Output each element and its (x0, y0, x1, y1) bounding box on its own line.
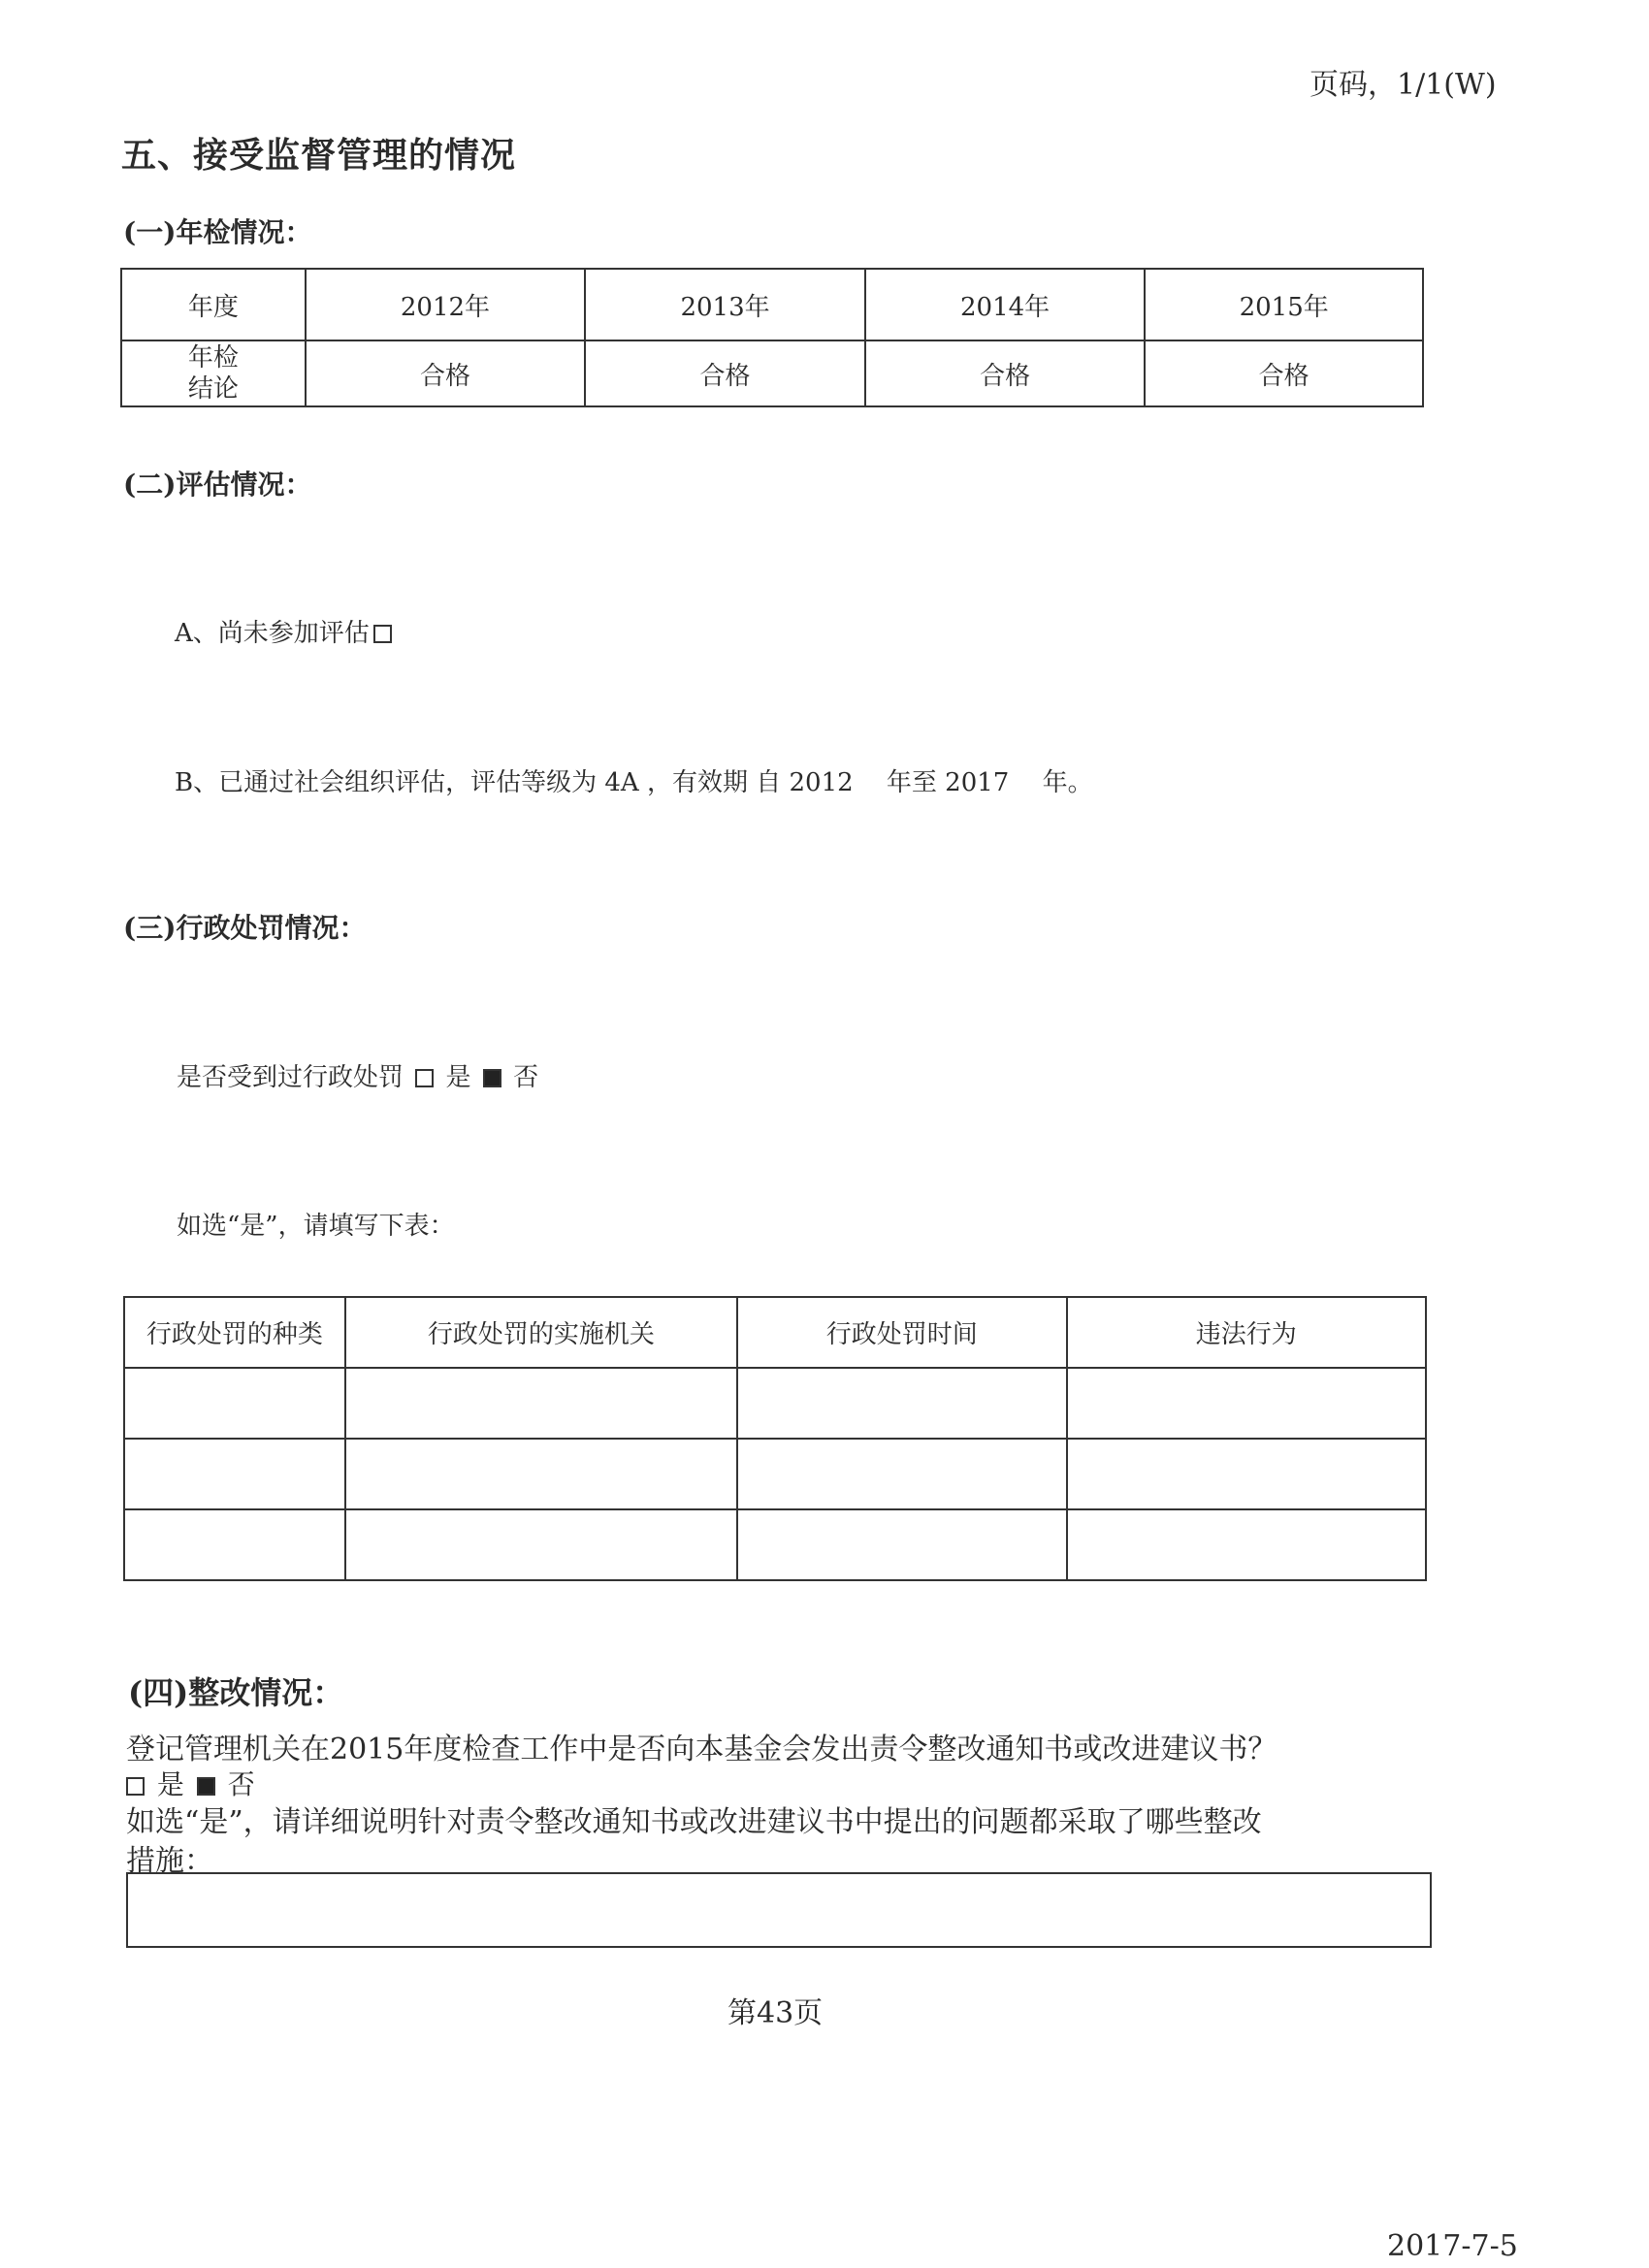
penalty-table (123, 1296, 1427, 1581)
checkbox[interactable] (373, 625, 392, 643)
empty-cell[interactable] (124, 1368, 345, 1439)
no-label: 否 (513, 1063, 539, 1092)
result-cell: 合格 (585, 340, 865, 406)
year-label-cell: 年度 (121, 269, 306, 340)
evaluation-title: (二)评估情况： (123, 469, 312, 501)
table-row (121, 340, 1423, 406)
rectification-options (126, 1764, 255, 1802)
penalty-note: 如选“是”，请填写下表： (177, 1212, 455, 1241)
result-cell: 合格 (306, 340, 586, 406)
penalty-question-line (177, 1057, 538, 1093)
header-cell: 行政处罚的种类 (124, 1297, 345, 1368)
penalty-title: (三)行政处罚情况： (123, 912, 367, 944)
table-row (124, 1509, 1426, 1580)
year-cell: 2015年 (1145, 269, 1423, 340)
year-cell: 2014年 (865, 269, 1146, 340)
checkbox-yes[interactable] (126, 1777, 145, 1796)
rectification-detail-line2: 措施： (126, 1844, 213, 1878)
empty-cell[interactable] (345, 1509, 737, 1580)
result-cell: 合格 (1145, 340, 1423, 406)
header-cell: 行政处罚时间 (737, 1297, 1066, 1368)
yes-label: 是 (156, 1768, 184, 1800)
page-number: 第43页 (728, 1996, 824, 2030)
result-label-line: 年检 (187, 343, 239, 373)
page-code: 页码，1/1(W) (1310, 68, 1497, 102)
year-cell: 2013年 (585, 269, 865, 340)
empty-cell[interactable] (1067, 1368, 1426, 1439)
empty-cell[interactable] (124, 1509, 345, 1580)
yes-label: 是 (445, 1063, 471, 1092)
penalty-question: 是否受到过行政处罚 (177, 1063, 404, 1092)
table-header-row (124, 1297, 1426, 1368)
year-cell: 2012年 (306, 269, 586, 340)
empty-cell[interactable] (345, 1368, 737, 1439)
checkbox-no-checked[interactable] (197, 1777, 215, 1796)
empty-cell[interactable] (124, 1439, 345, 1509)
header-cell: 违法行为 (1067, 1297, 1426, 1368)
evaluation-option-b: B、已通过社会组织评估，评估等级为 4A ，有效期 自 2012 年至 2017 年。 (175, 768, 1093, 797)
empty-cell[interactable] (345, 1439, 737, 1509)
table-row (121, 269, 1423, 340)
table-row (124, 1368, 1426, 1439)
empty-cell[interactable] (737, 1509, 1066, 1580)
empty-cell[interactable] (737, 1439, 1066, 1509)
evaluation-option-a (175, 613, 396, 649)
result-label-cell (121, 340, 306, 406)
empty-cell[interactable] (1067, 1439, 1426, 1509)
result-label-line: 结论 (187, 374, 239, 404)
option-a-text: A、尚未参加评估 (175, 619, 370, 648)
rectification-detail-line1: 如选“是”，请详细说明针对责令整改通知书或改进建议书中提出的问题都采取了哪些整改 (126, 1805, 1262, 1839)
empty-cell[interactable] (737, 1368, 1066, 1439)
table-row (124, 1439, 1426, 1509)
rectification-title: (四)整改情况： (128, 1674, 344, 1711)
empty-cell[interactable] (1067, 1509, 1426, 1580)
section-title: 五、接受监督管理的情况 (121, 135, 517, 176)
result-cell: 合格 (865, 340, 1146, 406)
rectification-answer-box[interactable] (126, 1872, 1432, 1948)
rectification-question: 登记管理机关在2015年度检查工作中是否向本基金会发出责令整改通知书或改进建议书？ (126, 1733, 1277, 1766)
header-cell: 行政处罚的实施机关 (345, 1297, 737, 1368)
annual-inspection-table (120, 268, 1424, 407)
checkbox-no-checked[interactable] (483, 1069, 501, 1087)
no-label: 否 (227, 1768, 255, 1800)
checkbox-yes[interactable] (415, 1069, 434, 1087)
footer-date: 2017-7-5 (1387, 2229, 1518, 2263)
annual-inspection-title: (一)年检情况： (123, 216, 312, 248)
